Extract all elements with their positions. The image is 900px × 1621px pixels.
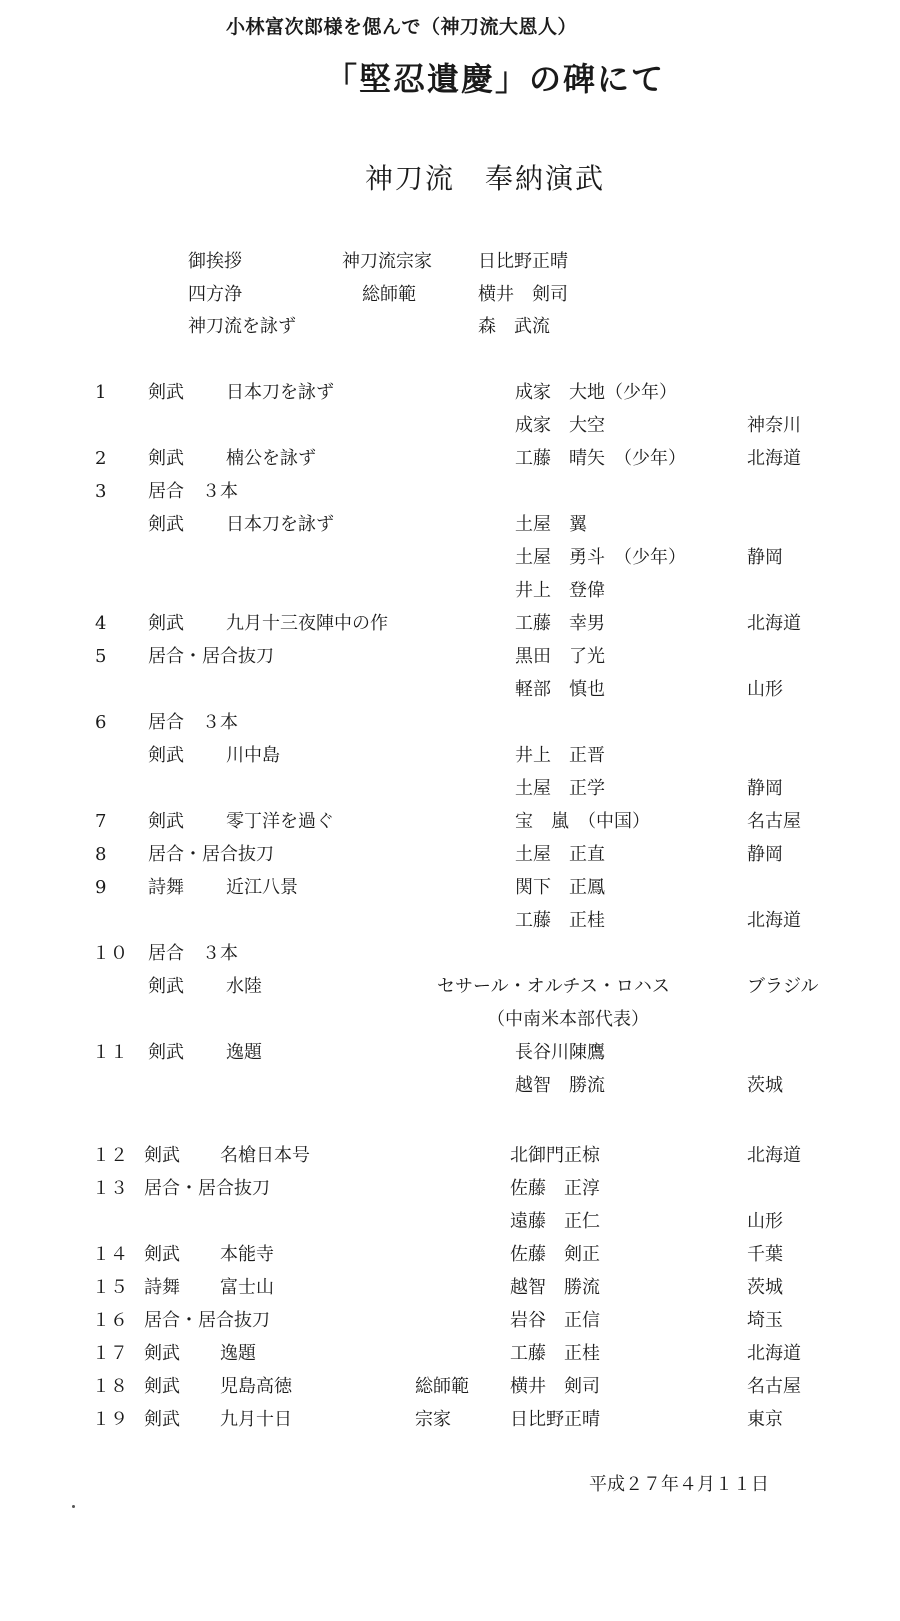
opening-item: 御挨拶	[188, 251, 242, 272]
piece-title: 児島高徳	[220, 1376, 292, 1397]
performance-type: 居合・居合抜刀	[148, 646, 274, 667]
scan-speck	[72, 1505, 75, 1508]
performer-region: 北海道	[747, 448, 801, 469]
performer-region: 北海道	[747, 910, 801, 931]
performer-name: 日比野正晴	[510, 1409, 600, 1430]
piece-title: 日本刀を詠ず	[226, 382, 334, 403]
program-number: 2	[95, 448, 107, 469]
piece-title: 逸題	[226, 1042, 262, 1063]
program-number: １８	[92, 1376, 128, 1397]
performer-region: 茨城	[747, 1075, 783, 1096]
opening-item: 四方浄	[188, 284, 242, 305]
piece-title: 川中島	[226, 745, 280, 766]
performer-name: 土屋 正学	[515, 778, 605, 799]
performance-type: 居合・居合抜刀	[148, 844, 274, 865]
performance-type: 剣武	[144, 1409, 180, 1430]
performance-type: 居合・居合抜刀	[144, 1310, 270, 1331]
performance-type: 剣武	[148, 1042, 184, 1063]
performer-region: 北海道	[747, 1145, 801, 1166]
performance-type: 詩舞	[148, 877, 184, 898]
program-number: １７	[92, 1343, 128, 1364]
program-number: １０	[92, 943, 128, 964]
performer-region: 北海道	[747, 1343, 801, 1364]
performer-name: 井上 正晋	[515, 745, 605, 766]
performer-region: 名古屋	[747, 811, 801, 832]
program-number: 5	[95, 646, 107, 667]
memorial-subtitle: 小林富次郎様を偲んで（神刀流大恩人）	[226, 16, 578, 38]
performance-type: 剣武	[148, 514, 184, 535]
performer-name: 遠藤 正仁	[510, 1211, 600, 1232]
performer-name: 北御門正椋	[510, 1145, 600, 1166]
program-number: １３	[92, 1178, 128, 1199]
piece-title: 楠公を詠ず	[226, 448, 316, 469]
performer-region: 静岡	[747, 547, 783, 568]
performer-region: 千葉	[747, 1244, 783, 1265]
performer-name: 土屋 勇斗 （少年）	[515, 547, 686, 568]
performer-name: 岩谷 正信	[510, 1310, 600, 1331]
performance-type: 詩舞	[144, 1277, 180, 1298]
opening-role: 神刀流宗家	[342, 251, 432, 272]
performer-region: 静岡	[747, 778, 783, 799]
program-number: 6	[95, 712, 107, 733]
performer-name: 土屋 翼	[515, 514, 587, 535]
section-heading: 神刀流 奉納演武	[365, 162, 606, 195]
performer-region: 静岡	[747, 844, 783, 865]
program-number: 8	[95, 844, 107, 865]
piece-title: 水陸	[226, 976, 262, 997]
performance-type: 居合 ３本	[148, 712, 238, 733]
performer-name: 工藤 正桂	[510, 1343, 600, 1364]
opening-item: 神刀流を詠ず	[188, 316, 296, 337]
performance-type: 剣武	[148, 613, 184, 634]
piece-title: 九月十日	[220, 1409, 292, 1430]
program-number: 3	[95, 481, 107, 502]
opening-name: 森 武流	[478, 316, 550, 337]
performer-name: 横井 剣司	[510, 1376, 600, 1397]
performance-type: 居合 ３本	[148, 481, 238, 502]
performance-type: 剣武	[148, 745, 184, 766]
program-number: １５	[92, 1277, 128, 1298]
performer-region: 茨城	[747, 1277, 783, 1298]
program-number: 4	[95, 613, 107, 634]
performance-type: 居合 ３本	[148, 943, 238, 964]
performer-name: 越智 勝流	[510, 1277, 600, 1298]
program-number: 9	[95, 877, 107, 898]
performance-type: 剣武	[144, 1376, 180, 1397]
performer-name: セサール・オルチス・ロハス	[437, 976, 670, 997]
performer-name: 井上 登偉	[515, 580, 605, 601]
performer-region: 神奈川	[747, 415, 801, 436]
document-title: 「堅忍遺慶」の碑にて	[325, 60, 666, 98]
performer-region: 名古屋	[747, 1376, 801, 1397]
document-date: 平成２７年４月１１日	[589, 1474, 769, 1495]
performer-region: 埼玉	[747, 1310, 783, 1331]
performer-region: 山形	[747, 1211, 783, 1232]
program-number: １６	[92, 1310, 128, 1331]
piece-title: 零丁洋を過ぐ	[226, 811, 334, 832]
performance-type: 剣武	[144, 1343, 180, 1364]
performer-name: 越智 勝流	[515, 1075, 605, 1096]
piece-title: 富士山	[220, 1277, 274, 1298]
program-number: １１	[92, 1042, 128, 1063]
performance-type: 剣武	[148, 811, 184, 832]
performance-type: 居合・居合抜刀	[144, 1178, 270, 1199]
piece-title: 名槍日本号	[220, 1145, 310, 1166]
program-number: １９	[92, 1409, 128, 1430]
performer-name: 成家 大空	[515, 415, 605, 436]
performer-name: 工藤 晴矢 （少年）	[515, 448, 686, 469]
performer-name: 佐藤 剣正	[510, 1244, 600, 1265]
program-number: １４	[92, 1244, 128, 1265]
opening-role: 総師範	[362, 284, 416, 305]
performance-type: 剣武	[144, 1244, 180, 1265]
piece-title: 日本刀を詠ず	[226, 514, 334, 535]
performer-title: 宗家	[415, 1409, 451, 1430]
performer-name: 成家 大地（少年）	[515, 382, 677, 403]
program-number: 1	[95, 382, 107, 403]
piece-title: 近江八景	[226, 877, 298, 898]
performer-region: 東京	[747, 1409, 783, 1430]
performer-name: 土屋 正直	[515, 844, 605, 865]
performer-region: ブラジル	[747, 976, 819, 997]
piece-title: 逸題	[220, 1343, 256, 1364]
performer-name: 黒田 了光	[515, 646, 605, 667]
performance-type: 剣武	[148, 382, 184, 403]
piece-title: 九月十三夜陣中の作	[226, 613, 388, 634]
performer-name: 関下 正鳳	[515, 877, 605, 898]
performer-name: 宝 嵐 （中国）	[515, 811, 650, 832]
performer-name: 長谷川陳鷹	[515, 1042, 605, 1063]
performer-region: 北海道	[747, 613, 801, 634]
performer-region: 山形	[747, 679, 783, 700]
piece-title: 本能寺	[220, 1244, 274, 1265]
performance-type: 剣武	[148, 976, 184, 997]
program-number: 7	[95, 811, 107, 832]
performance-type: 剣武	[148, 448, 184, 469]
program-number: １２	[92, 1145, 128, 1166]
performer-name: 軽部 慎也	[515, 679, 605, 700]
performance-type: 剣武	[144, 1145, 180, 1166]
opening-name: 日比野正晴	[478, 251, 568, 272]
performer-name: 佐藤 正淳	[510, 1178, 600, 1199]
performer-name: 工藤 正桂	[515, 910, 605, 931]
opening-name: 横井 剣司	[478, 284, 568, 305]
performer-title: 総師範	[415, 1376, 469, 1397]
performer-name: 工藤 幸男	[515, 613, 605, 634]
performer-name: （中南米本部代表）	[487, 1009, 649, 1030]
